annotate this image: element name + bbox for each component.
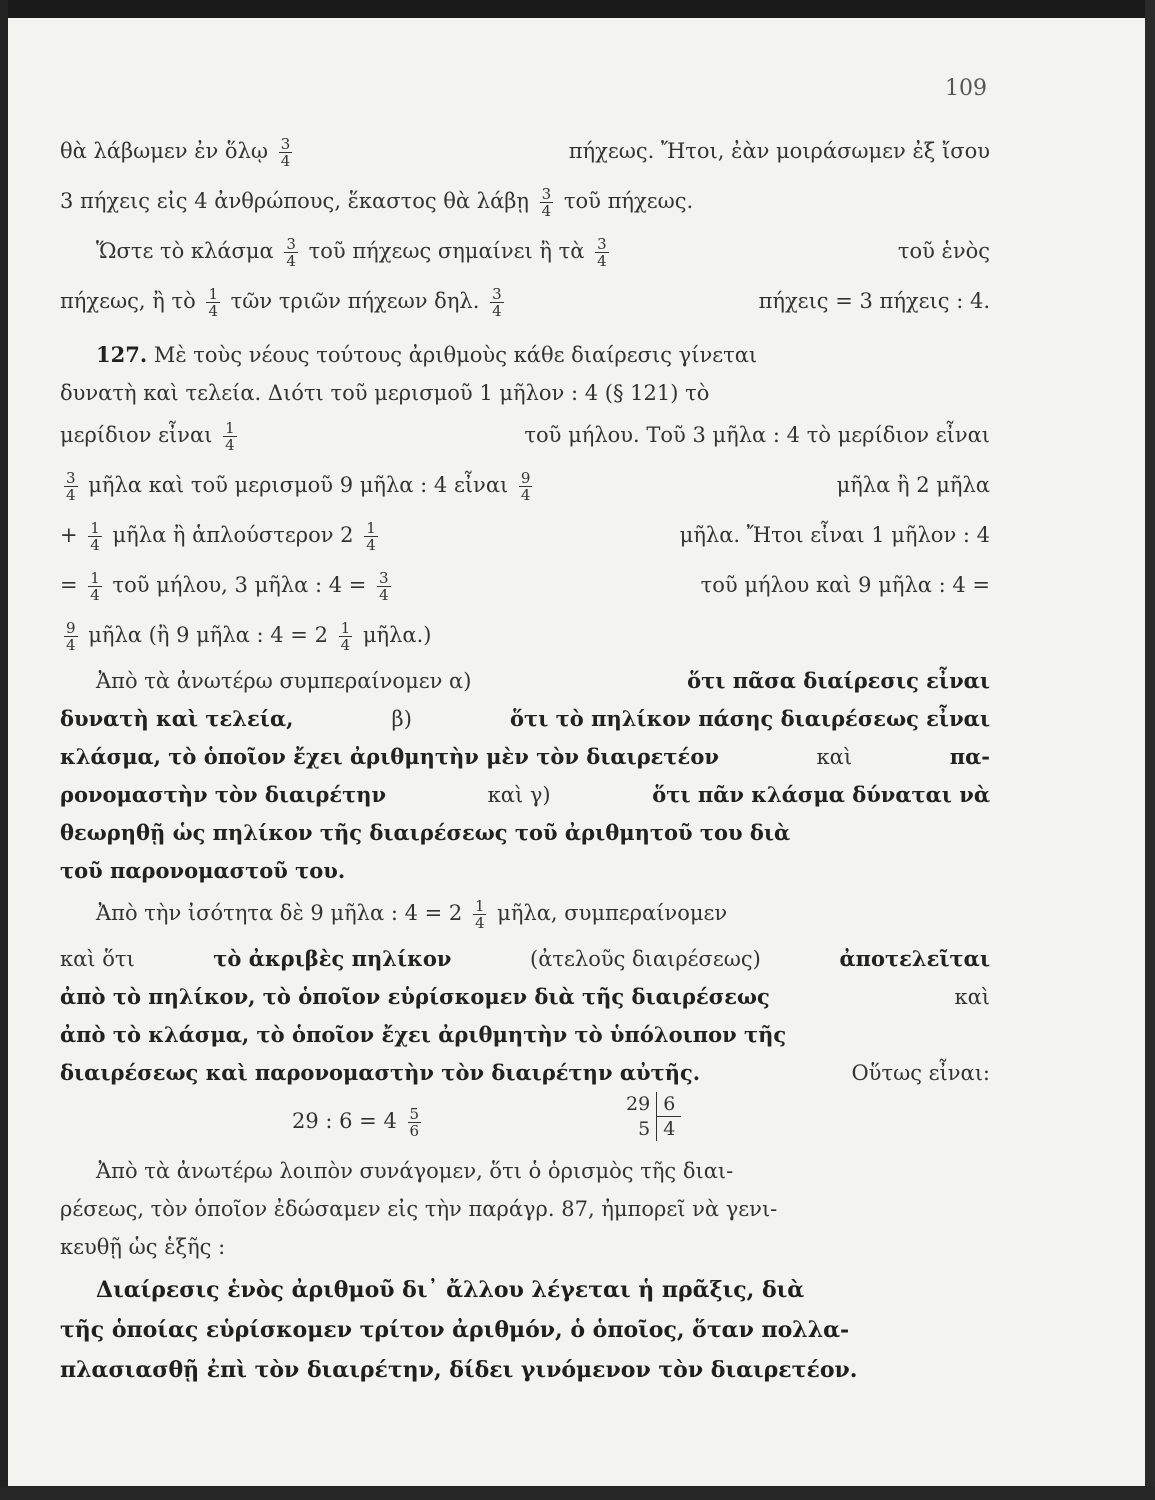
text-line: Ἀπὸ τὴν ἰσότητα δὲ 9 μῆλα : 4 = 2 $\frac{1}{4}$ μῆλα, συμπεραίνομεν — [96, 897, 728, 932]
fraction: $\frac{3}{4}$ — [492, 285, 502, 320]
fraction: $\frac{3}{4}$ — [66, 469, 76, 504]
text-line: δυνατὴ καὶ τελεία, β) ὅτι τὸ πηλίκον πάσης διαιρέσεως εἶναι — [60, 706, 990, 731]
fraction: $\frac{9}{4}$ — [520, 469, 531, 504]
fraction: $\frac{1}{4}$ — [90, 519, 100, 554]
text-line: $\frac{9}{4}$ μῆλα (ἢ 9 μῆλα : 4 = 2 $\frac{1}{4}$ μῆλα.) — [66, 619, 432, 654]
text-line: θεωρηθῇ ὡς πηλίκον τῆς διαιρέσεως τοῦ ἀριθμητοῦ του διὰ — [60, 820, 791, 845]
fraction: $\frac{1}{4}$ — [225, 419, 235, 454]
fraction: $\frac{9}{4}$ — [66, 619, 76, 654]
fraction: $\frac{3}{4}$ — [286, 235, 296, 270]
text-line: 127. Μὲ τοὺς νέους τούτους ἀριθμοὺς κάθε διαίρεσις γίνεται — [96, 342, 758, 367]
text-line: + $\frac{1}{4}$ μῆλα ἢ ἁπλούστερον 2 $\frac{1}{4}$ μῆλα. Ἤτοι εἶναι 1 μῆλον : 4 — [60, 519, 990, 554]
fraction: $\frac{3}{4}$ — [379, 569, 389, 604]
fraction: $\frac{1}{4}$ — [366, 519, 376, 554]
text-line: καὶ ὅτι τὸ ἀκριβὲς πηλίκον (ἀτελοῦς διαιρέσεως) ἀποτελεῖται — [60, 946, 990, 971]
fraction: $\frac{3}{4}$ — [280, 135, 291, 170]
section-number: 127. — [96, 342, 148, 367]
division-equation — [60, 1092, 990, 1152]
long-division-layout: 29 6 5 4 — [620, 1092, 681, 1141]
text-line: κευθῇ ὡς ἑξῆς : — [60, 1235, 226, 1259]
definition-line: Διαίρεσις ἑνὸς ἀριθμοῦ δι᾽ ἄλλου λέγεται ἡ πρᾶξις, διὰ — [96, 1277, 805, 1303]
text-line: ρονομαστὴν τὸν διαιρέτην καὶ γ) ὅτι πᾶν κλάσμα δύναται νὰ — [60, 782, 990, 807]
fraction: $\frac{1}{4}$ — [208, 285, 218, 320]
definition-line: τῆς ὁποίας εὑρίσκομεν τρίτον ἀριθμόν, ὁ ὁποῖος, ὅταν πολλα- — [60, 1317, 850, 1343]
text-line: ἀπὸ τὸ κλάσμα, τὸ ὁποῖον ἔχει ἀριθμητὴν τὸ ὑπόλοιπον τῆς — [60, 1022, 787, 1047]
scan-border-bottom — [0, 1486, 1155, 1500]
fraction: $\frac{1}{4}$ — [474, 897, 485, 932]
text-line: διαιρέσεως καὶ παρονομαστὴν τὸν διαιρέτην αὐτῆς. Οὕτως εἶναι: — [60, 1060, 990, 1085]
text-line: Ἀπὸ τὰ ἀνωτέρω συμπεραίνομεν α) ὅτι πᾶσα διαίρεσις εἶναι — [96, 668, 990, 693]
mixed-number-equation: 29 : 6 = 4 $\frac{5}{6}$ — [292, 1105, 420, 1140]
fraction: $\frac{3}{4}$ — [597, 235, 607, 270]
text-line: ρέσεως, τὸν ὁποῖον ἐδώσαμεν εἰς τὴν παράγρ. 87, ἠμπορεῖ νὰ γενι- — [60, 1197, 778, 1221]
page-body — [60, 128, 990, 1390]
text-line: μερίδιον εἶναι $\frac{1}{4}$ τοῦ μήλου. Τοῦ 3 μῆλα : 4 τὸ μερίδιον εἶναι — [60, 419, 990, 454]
page-number: 109 — [945, 76, 987, 101]
text-line: $\frac{3}{4}$ μῆλα καὶ τοῦ μερισμοῦ 9 μῆλα : 4 εἶναι $\frac{9}{4}$ μῆλα ἢ 2 μῆλα — [66, 469, 990, 504]
text-line: Ἀπὸ τὰ ἀνωτέρω λοιπὸν συνάγομεν, ὅτι ὁ ὁρισμὸς τῆς διαι- — [96, 1159, 734, 1183]
text-line: τοῦ παρονομαστοῦ του. — [60, 858, 346, 883]
text-line: θὰ λάβωμεν ἐν ὅλῳ $\frac{3}{4}$ πήχεως. Ἤτοι, ἐὰν μοιράσωμεν ἐξ ἴσου — [60, 135, 990, 170]
fraction: $\frac{1}{4}$ — [340, 619, 351, 654]
fraction: $\frac{3}{4}$ — [541, 185, 552, 220]
text-line: πήχεως, ἢ τὸ $\frac{1}{4}$ τῶν τριῶν πήχεων δηλ. $\frac{3}{4}$ πήχεις = 3 πήχεις : 4. — [60, 285, 990, 320]
book-page — [0, 18, 1155, 1488]
scan-border-right — [1145, 0, 1155, 1500]
text-line: = $\frac{1}{4}$ τοῦ μήλου, 3 μῆλα : 4 = $\frac{3}{4}$ τοῦ μήλου καὶ 9 μῆλα : 4 = — [60, 569, 990, 604]
text-line: κλάσμα, τὸ ὁποῖον ἔχει ἀριθμητὴν μὲν τὸν διαιρετέον καὶ πα- — [60, 744, 990, 769]
text-line: Ὥστε τὸ κλάσμα $\frac{3}{4}$ τοῦ πήχεως σημαίνει ἢ τὰ $\frac{3}{4}$ τοῦ ἑνὸς — [96, 235, 990, 270]
definition-line: πλασιασθῇ ἐπὶ τὸν διαιρέτην, δίδει γινόμενον τὸν διαιρετέον. — [60, 1357, 858, 1383]
text-line: 3 πήχεις εἰς 4 ἀνθρώπους, ἕκαστος θὰ λάβῃ $\frac{3}{4}$ τοῦ πήχεως. — [60, 185, 694, 220]
fraction: $\frac{1}{4}$ — [90, 569, 100, 604]
scan-border-left — [0, 0, 8, 1500]
fraction: $\frac{5}{6}$ — [409, 1105, 420, 1140]
text-line: ἀπὸ τὸ πηλίκον, τὸ ὁποῖον εὑρίσκομεν διὰ τῆς διαιρέσεως καὶ — [60, 984, 990, 1009]
text-line: δυνατὴ καὶ τελεία. Διότι τοῦ μερισμοῦ 1 μῆλον : 4 (§ 121) τὸ — [60, 381, 710, 405]
